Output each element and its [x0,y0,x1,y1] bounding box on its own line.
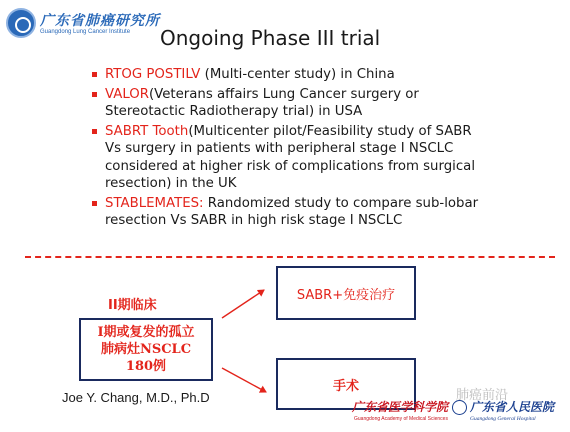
watermark-text: 肺癌前沿 [456,388,509,403]
institute-name-cn: 广东省肺癌研究所 [40,13,160,29]
sabr-arm-box: SABR+免疫治疗 [276,266,416,320]
trial-description: (Veterans affairs Lung Cancer surgery or Stereotactic Radiotherapy trial) in USA [105,86,419,119]
academy-logo-en: Guangdong Academy of Medical Sciences [354,416,448,422]
trial-description: (Multi-center study) in China [200,67,395,82]
slide-title: Ongoing Phase III trial [160,26,381,50]
author-credit: Joe Y. Chang, M.D., Ph.D [62,390,210,405]
trial-acronym: STABLEMATES: [105,195,204,211]
arrow-to-surgery [222,368,266,392]
trial-description: Randomized study to compare sub-lobar resection Vs SABR in high risk stage I NSCLC [105,195,479,228]
hospital-logo-en: Guangdong General Hospital [470,416,536,422]
trial-acronym: RTOG POSTILV [105,67,201,82]
trial-description: (Multicenter pilot/Feasibility study of SABR Vs surgery in patients with peripheral stage I NSCLC considered at higher risk of complications from surgical resection) in the UK [105,123,476,191]
institute-name-en: Guangdong Lung Cancer Institute [40,29,131,35]
trial-acronym: SABRT Tooth [105,123,189,139]
hospital-logo-cn: 广东省人民医院 [470,400,555,414]
patient-population-box [79,318,213,381]
phase-label: II期临床 [108,298,157,313]
academy-logo-cn: 广东省医学科学院 [352,400,449,414]
surgery-arm-box: 手术 [276,358,416,410]
population-line-1: Ⅰ期或复发的孤立 [97,325,195,340]
trial-acronym: VALOR [105,86,149,102]
population-line-2: 肺病灶NSCLC [100,342,192,357]
population-line-3: 180例 [125,359,167,374]
arrow-to-sabr [222,290,264,318]
